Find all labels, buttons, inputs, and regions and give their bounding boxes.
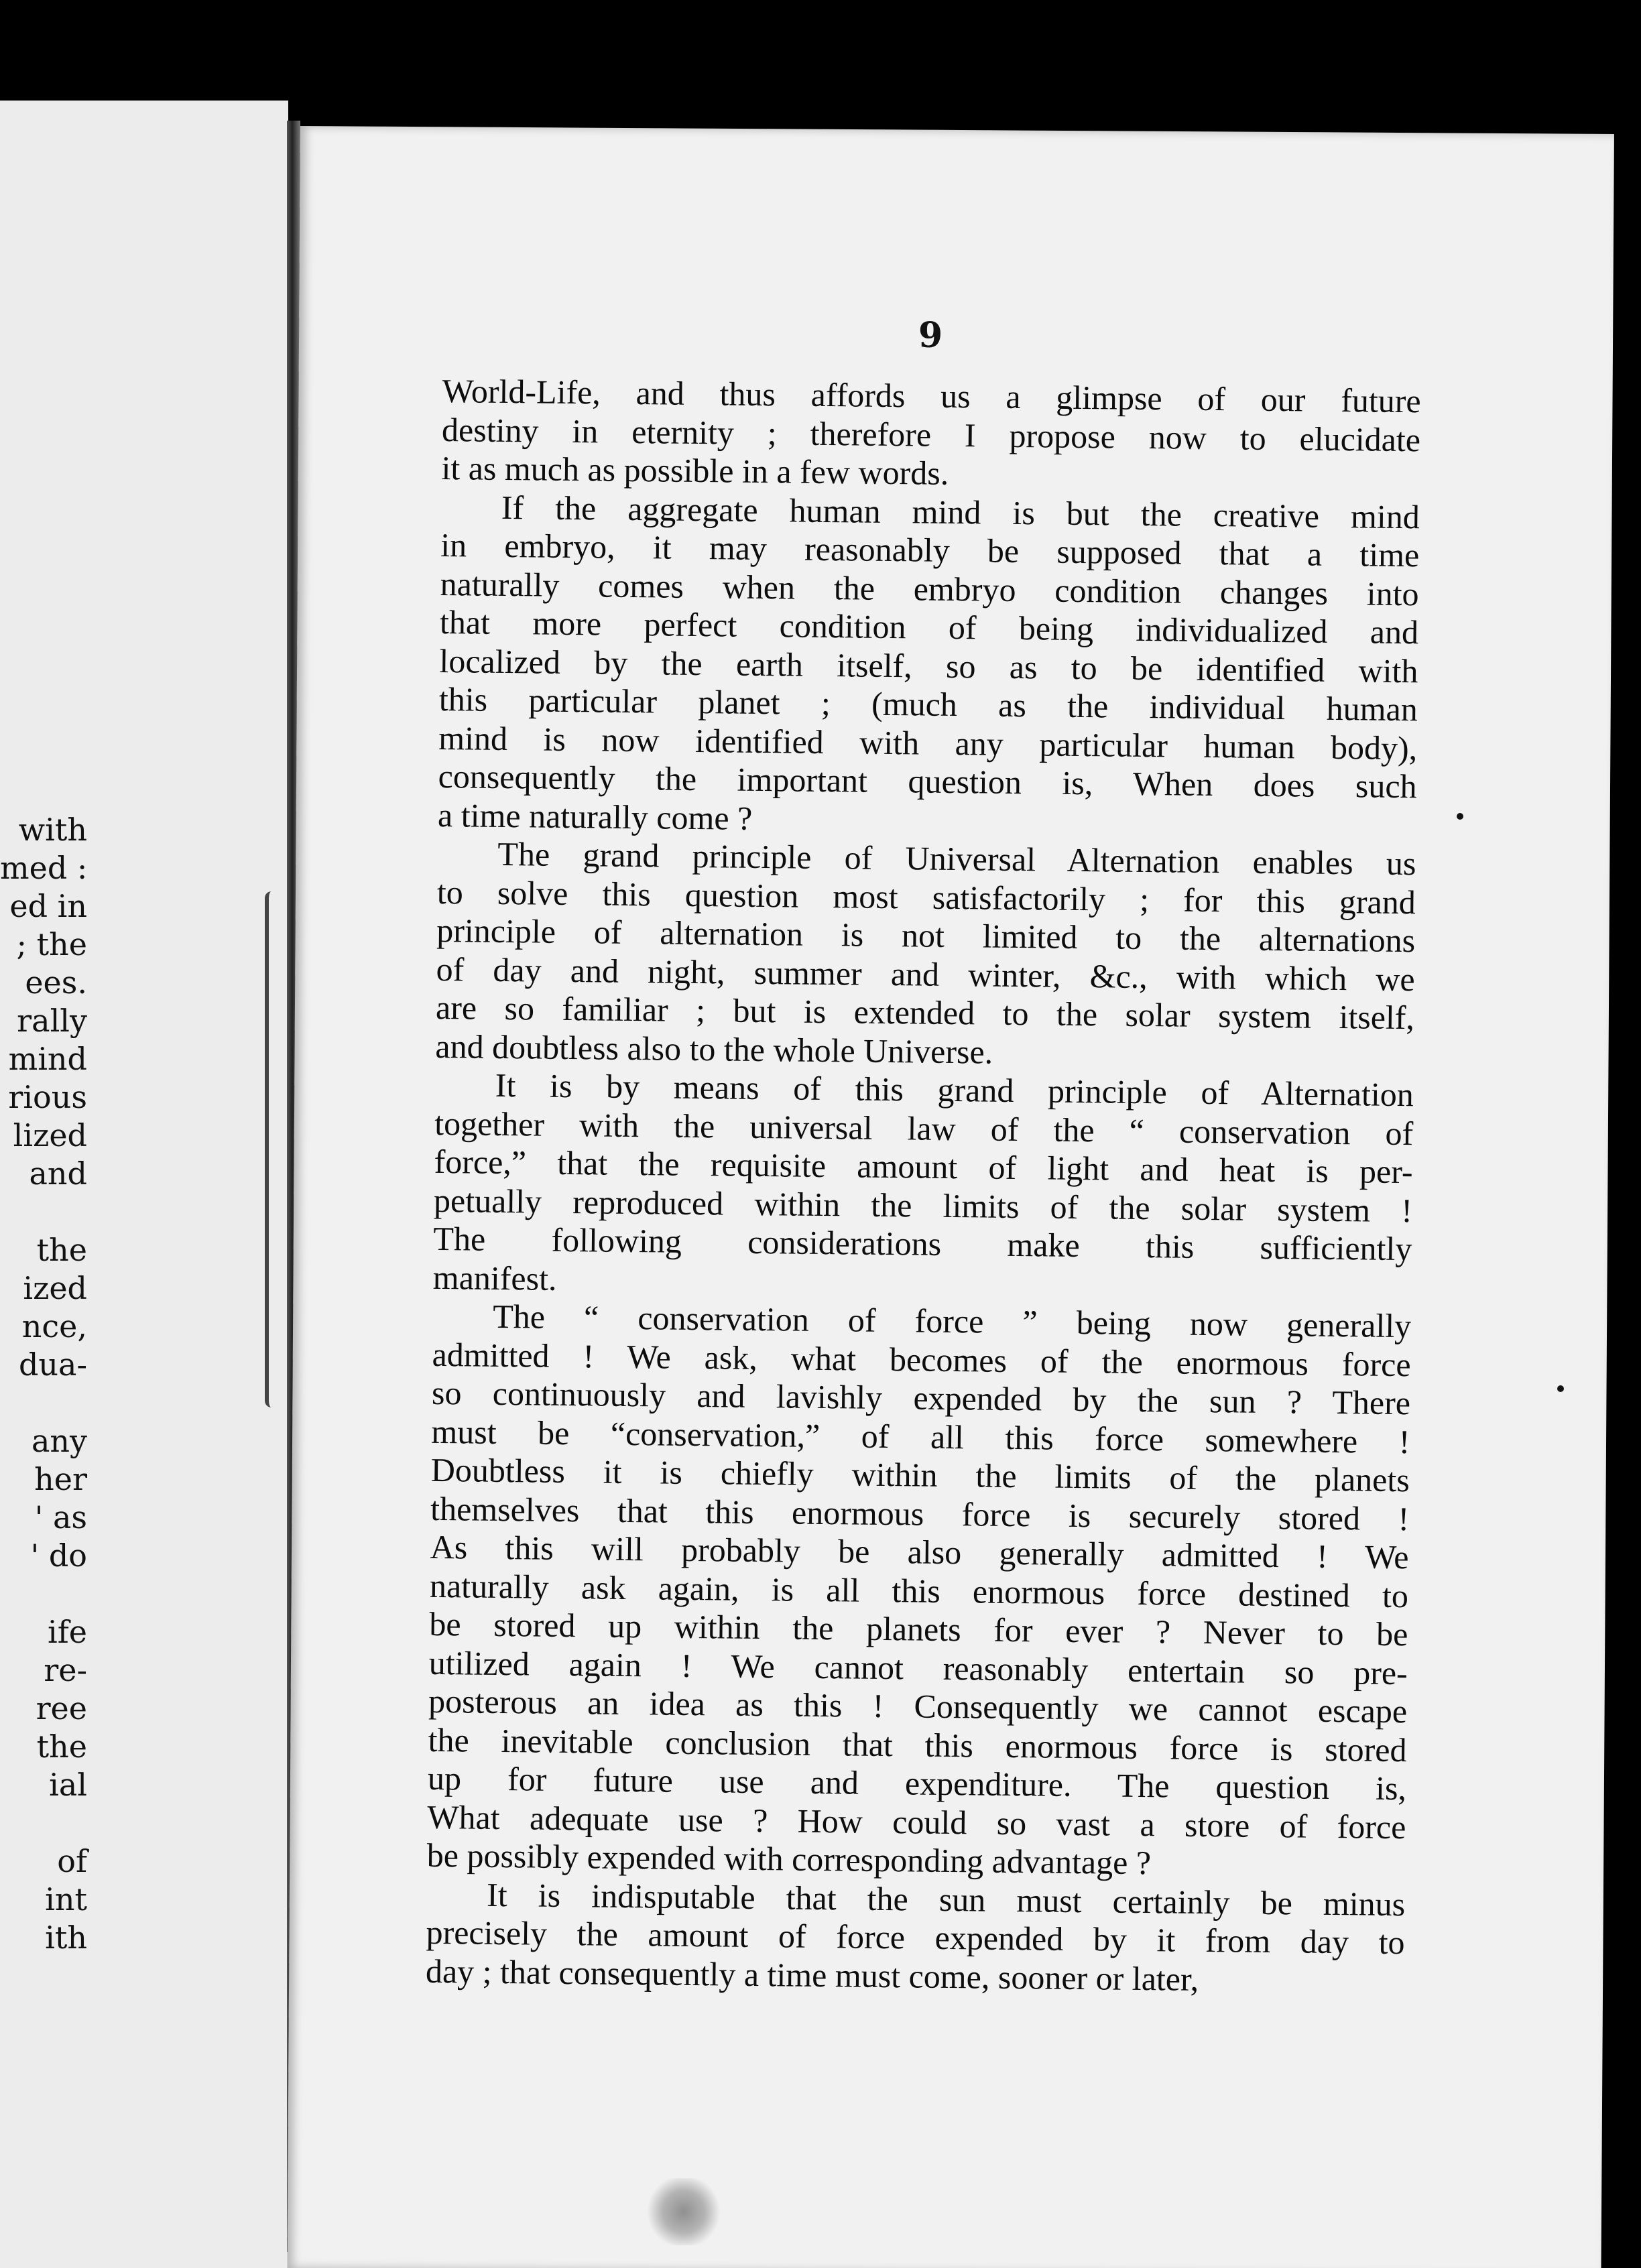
text-line: the inevitable conclusion that this enormous force is stored [428, 1720, 1407, 1769]
text-line: day ; that consequently a time must come, sooner or later, [425, 1952, 1199, 1998]
left-fragment-line: ree [36, 1690, 87, 1726]
text-line: destiny in eternity ; therefore I propose now to elucidate [441, 410, 1421, 458]
left-fragment-line: med : [0, 850, 88, 886]
text-line: so continuously and lavishly expended by the sun ? There [431, 1373, 1411, 1422]
left-fragment-line: lized [13, 1117, 87, 1153]
left-fragment-line: ed in [9, 888, 87, 924]
text-line: precisely the amount of force expended by it from day to [426, 1913, 1405, 1962]
text-line: themselves that this enormous force is securely stored ! [430, 1489, 1410, 1537]
text-line: consequently the important question is, When does such [438, 757, 1417, 806]
text-line: are so familiar ; but is extended to the solar system itself, [435, 988, 1415, 1037]
text-line: a time naturally come ? [437, 796, 753, 837]
left-fragment-line: with [18, 812, 87, 848]
text-line: It is indisputable that the sun must certainly be minus [486, 1875, 1406, 1923]
left-fragment-line [0, 1804, 87, 1842]
text-line: be stored up within the planets for ever ? Never to be [429, 1604, 1408, 1653]
left-fragment-line [0, 1575, 87, 1613]
speck [1557, 1385, 1564, 1392]
left-fragment-line: the [36, 1728, 87, 1765]
text-line: naturally comes when the embryo condition changes into [440, 564, 1419, 613]
left-page-text-fragments [0, 811, 94, 1957]
text-line: in embryo, it may reasonably be supposed that a time [440, 525, 1420, 574]
speck [1457, 813, 1463, 820]
left-fragment-line: mind [8, 1041, 87, 1077]
left-fragment-line: ife [48, 1614, 87, 1650]
left-fragment-line: ith [45, 1919, 87, 1956]
left-fragment-line [0, 1384, 87, 1422]
page-stain [644, 2178, 724, 2245]
text-line: posterous an idea as this ! Consequently we cannot escape [428, 1682, 1408, 1730]
left-fragment-line: re- [44, 1652, 87, 1688]
text-line: principle of alternation is not limited to the alternations [436, 911, 1416, 960]
left-fragment-line: ial [49, 1767, 87, 1803]
binding-thread [265, 891, 281, 1407]
text-line: that more perfect condition of being individualized and [439, 603, 1419, 651]
text-line: be possibly expended with corresponding advantage ? [426, 1836, 1152, 1882]
text-line: up for future use and expenditure. The question is, [427, 1759, 1407, 1808]
left-fragment-line: and [29, 1155, 87, 1192]
text-line: it as much as possible in a few words. [441, 448, 949, 492]
left-fragment-line: dua- [18, 1346, 87, 1383]
text-line: naturally ask again, is all this enormous force destined to [429, 1566, 1409, 1615]
text-line: The following considerations make this sufficiently [433, 1219, 1412, 1268]
text-line: force,” that the requisite amount of light and heat is per- [434, 1142, 1413, 1191]
text-line: petually reproduced within the limits of the solar system ! [433, 1181, 1413, 1229]
left-page-edge [0, 101, 288, 2268]
text-line: manifest. [432, 1258, 557, 1298]
left-fragment-line: of [57, 1843, 87, 1879]
text-line: of day and night, summer and winter, &c., with which we [436, 950, 1415, 998]
text-line: What adequate use ? How could so vast a store of force [427, 1798, 1406, 1846]
text-line: The grand principle of Universal Alternation enables us [497, 834, 1416, 883]
text-line: utilized again ! We cannot reasonably entertain so pre- [428, 1643, 1408, 1692]
left-fragment-line [0, 1193, 87, 1231]
body-text [426, 372, 1421, 2001]
left-fragment-line: rious [8, 1079, 87, 1115]
left-fragment-line: int [45, 1881, 87, 1917]
text-line: and doubtless also to the whole Universe. [435, 1027, 993, 1071]
left-fragment-line: ees. [25, 964, 87, 1001]
text-line: The “ conservation of force ” being now generally [492, 1297, 1412, 1345]
page-number: 9 [918, 315, 943, 356]
left-fragment-line: ized [23, 1270, 87, 1306]
text-line: World-Life, and thus affords us a glimpse of our future [442, 372, 1421, 420]
text-line: It is by means of this grand principle of Alternation [495, 1066, 1414, 1114]
text-line: must be “conservation,” of all this force somewhere ! [431, 1412, 1410, 1460]
text-line: admitted ! We ask, what becomes of the enormous force [432, 1335, 1411, 1383]
text-line: As this will probably be also generally admitted ! We [430, 1527, 1409, 1576]
text-line: together with the universal law of the “ conservation of [434, 1104, 1414, 1152]
left-fragment-line: ; the [16, 926, 87, 962]
left-fragment-line: nce, [21, 1308, 87, 1344]
left-fragment-line: rally [17, 1003, 87, 1039]
left-fragment-line: the [36, 1232, 87, 1268]
left-fragment-line: her [34, 1461, 87, 1497]
text-line: mind is now identified with any particular human body), [438, 718, 1418, 767]
text-line: If the aggregate human mind is but the creative mind [501, 488, 1420, 536]
left-fragment-line: ' as [34, 1499, 87, 1535]
left-fragment-line: ' do [30, 1537, 87, 1574]
left-fragment-line: any [31, 1423, 87, 1459]
text-line: localized by the earth itself, so as to be identified with [439, 641, 1418, 690]
text-line: to solve this question most satisfactorily ; for this grand [436, 873, 1416, 921]
text-line: this particular planet ; (much as the individual human [438, 680, 1418, 729]
text-line: Doubtless it is chiefly within the limits of the planets [430, 1450, 1410, 1499]
